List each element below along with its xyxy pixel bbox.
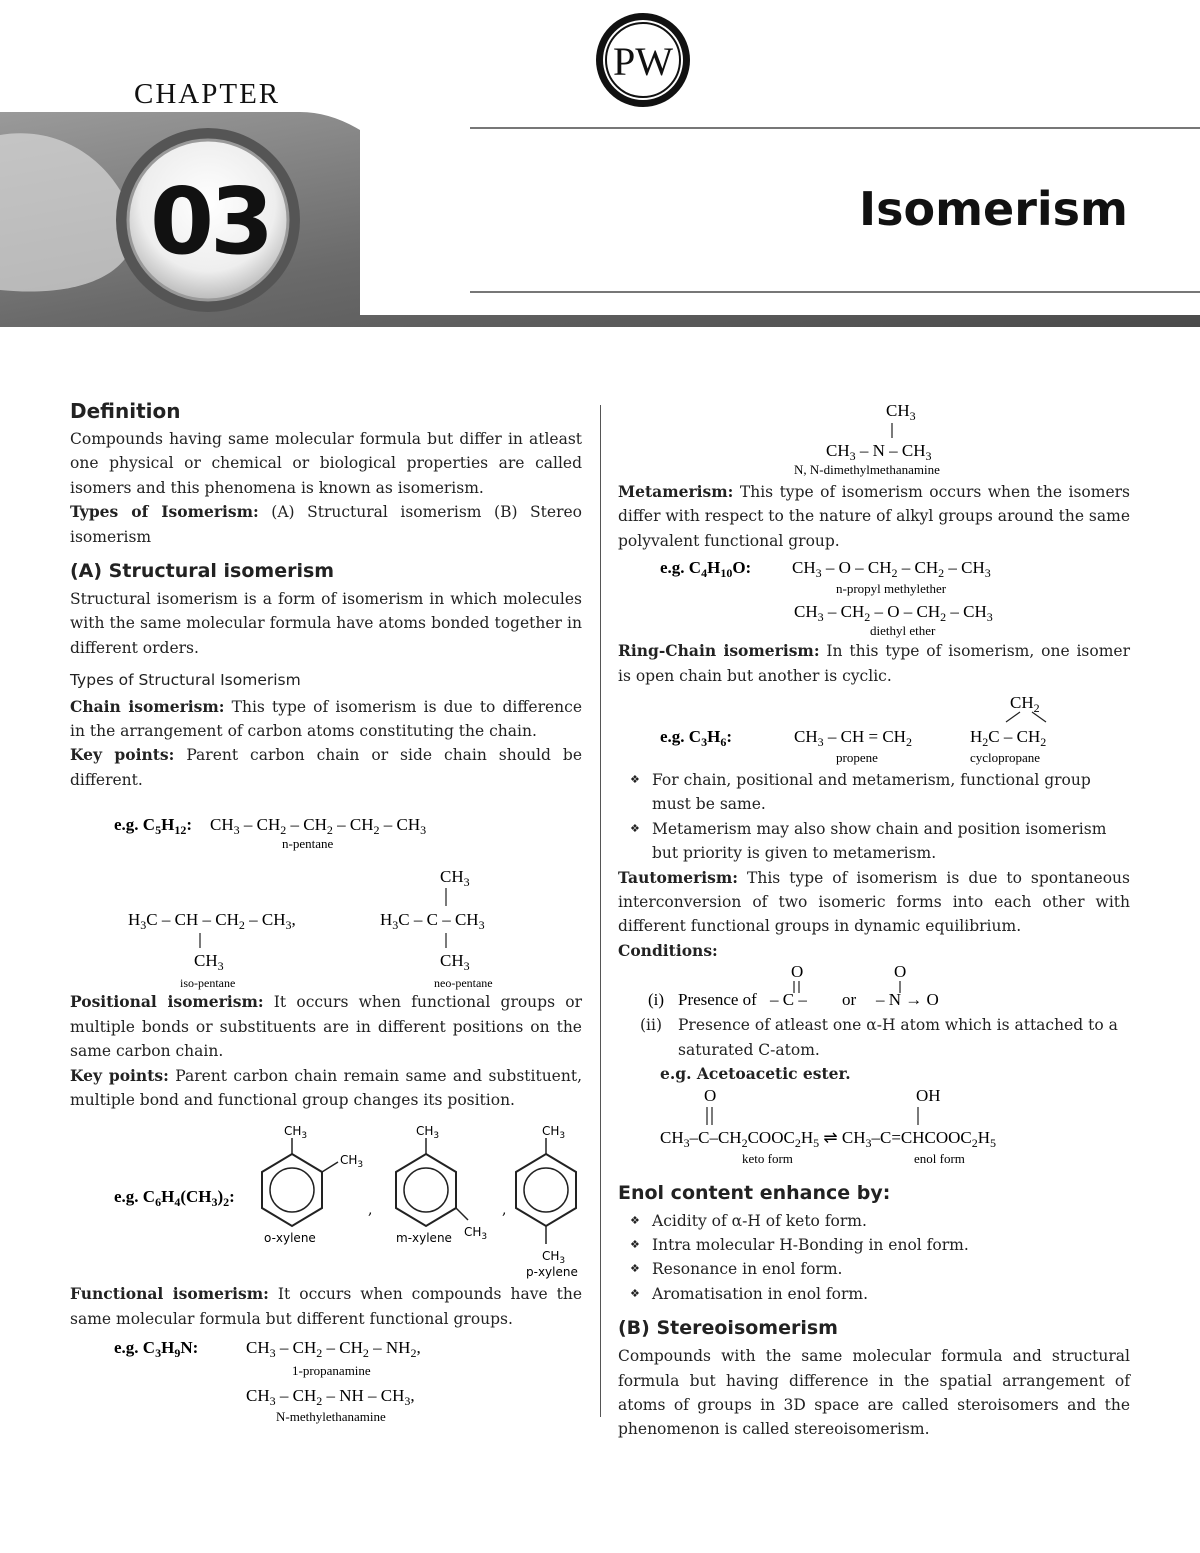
- diethyl-caption: diethyl ether: [870, 623, 936, 639]
- svg-text:CH3: $CH_3$: [440, 867, 470, 890]
- svg-text:e.g. C5H12:: e.g. $C_5H_{12}$:: [114, 815, 192, 838]
- n-pentane-caption: n-pentane: [282, 836, 334, 852]
- svg-text:CH2: $CH_2$: [1010, 693, 1040, 716]
- dimethylamine-structure: [618, 396, 1130, 480]
- metamerism: Metamerism: This type of isomerism occurs when the isomers differ with respect to the nature of alkyl groups around the same polyvalent functional group.: [618, 482, 1131, 550]
- definition-text: Compounds having same molecular formula but differ in atleast one physical or chemical or biological properties are called isomers and this phenomena is known as isomerism.: [70, 430, 582, 497]
- types-of-isomerism: Types of Isomerism: (A) Structural isomerism (B) Stereo isomerism: [70, 502, 582, 546]
- chapter-label: CHAPTER: [134, 78, 281, 110]
- xylene-structures: [70, 1112, 582, 1282]
- positional-isomerism: Positional isomerism: It occurs when functional groups or multiple bonds or substituents are in different positions on the same carbon chain.: [70, 992, 582, 1061]
- list-item: ❖ Metamerism may also show chain and position isomerism but priority is given to metamerism.: [618, 817, 1130, 866]
- functional-isomerism: Functional isomerism: It occurs when compounds have the same molecular formula but different functional groups.: [70, 1284, 583, 1328]
- svg-text:CH3 – N – CH3: $CH_3$ – N – $CH_3$: [826, 441, 932, 463]
- chain-key-points: Key points: Parent carbon chain or side chain should be different.: [70, 745, 582, 789]
- stereo-heading: (B) Stereoisomerism: [618, 1317, 838, 1340]
- svg-text:CH3 – CH2 – CH2 – CH2 – CH3: $CH_3 - CH_2 - CH_2 - CH_2 - CH_3$: [210, 815, 427, 838]
- ring-chain-examples: [618, 688, 1130, 768]
- pentane-structures: [70, 800, 582, 990]
- svg-text:or: or: [842, 990, 857, 1010]
- o-xylene-caption: o-xylene: [264, 1231, 316, 1246]
- svg-text:e.g. C3H9N:: e.g. $C_3H_9N$:: [114, 1338, 199, 1361]
- p-xylene-ring: [516, 1124, 576, 1266]
- left-column: [70, 393, 582, 1427]
- right-column: [618, 396, 1130, 1442]
- svg-text:CH3: $CH_3$: [440, 951, 470, 974]
- svg-text:Presence of: Presence of: [678, 990, 757, 1010]
- condition-two: (ii) Presence of atleast one α-H atom which is attached to a saturated C-atom.: [640, 1016, 1118, 1059]
- svg-text:e.g. C3H6:: e.g. $C_3H_6$:: [660, 727, 732, 750]
- list-item: ❖ Intra molecular H-Bonding in enol form.: [618, 1233, 1130, 1257]
- functional-examples: [70, 1331, 582, 1427]
- methylethanamine-caption: N-methylethanamine: [276, 1409, 386, 1425]
- chapter-title: Isomerism: [859, 182, 1128, 236]
- svg-text:H3C – C – CH3: $H_3C$ – C – $CH_3$: [380, 910, 485, 933]
- svg-text:O: O: [704, 1086, 717, 1105]
- tautomerism: Tautomerism: This type of isomerism is due to spontaneous interconversion of two isomeric forms into each other with different functional groups in dynamic equilibrium.: [618, 867, 1130, 936]
- svg-text:CH3 – CH2 – NH – CH3,: $CH_3 - CH_2$ – NH – $CH_3$,: [246, 1386, 415, 1409]
- neo-pentane-caption: neo-pentane: [434, 976, 493, 991]
- svg-text:CH3: $CH_3$: [886, 401, 916, 423]
- dimethyl-caption: N, N-dimethylmethanamine: [794, 462, 940, 477]
- types-structural-heading: Types of Structural Isomerism: [70, 671, 301, 690]
- svg-text:CH3–C–CH2COOC2H5 ⇌ CH3–C=CHCOO: $CH_3-C-CH_2COOC_2H_5$ ⇌ $CH_3-C=CHCOOC_2H_5$: [660, 1127, 997, 1150]
- metamerism-examples: [618, 553, 1130, 639]
- positional-key-points: Key points: Parent carbon chain remain same and substituent, multiple bond and functional group changes its position.: [70, 1065, 582, 1109]
- svg-text:– N → O: – N → O: [876, 990, 939, 1010]
- p-xylene-caption: p-xylene: [526, 1265, 578, 1280]
- svg-text:CH3: $CH_3$: [464, 1225, 488, 1243]
- acetoacetic-eg: e.g. Acetoacetic ester.: [660, 1064, 851, 1084]
- conditions-label: Conditions:: [618, 940, 718, 960]
- list-item: ❖ For chain, positional and metamerism, functional group must be same.: [618, 768, 1130, 817]
- cyclopropane-caption: cyclopropane: [970, 750, 1041, 766]
- chapter-number: 03: [150, 168, 271, 275]
- svg-text:CH3: $CH_3$: [194, 951, 224, 974]
- definition-heading: Definition: [70, 399, 181, 423]
- structural-heading: (A) Structural isomerism: [70, 560, 335, 583]
- svg-text:(i): (i): [648, 990, 665, 1010]
- o-xylene-ring: [262, 1124, 363, 1226]
- isomerism-notes: [618, 768, 1130, 866]
- ring-chain-isomerism: Ring-Chain isomerism: In this type of isomerism, one isomer is open chain but another is cyclic.: [618, 641, 1130, 685]
- enol-heading: Enol content enhance by:: [618, 1181, 891, 1204]
- svg-text:O: O: [894, 963, 907, 982]
- propyl-caption: n-propyl methylether: [836, 581, 947, 597]
- svg-text:O: O: [791, 963, 804, 982]
- m-xylene-ring: [396, 1124, 487, 1242]
- svg-text:CH3 – O – CH2 – CH2 – CH3: $CH_3$ – O – $CH_2 - CH_2 - CH_3$: [792, 558, 991, 581]
- keto-enol-tautomer: [618, 1087, 1130, 1171]
- svg-text:CH3 – CH2 – O – CH2 – CH3: $CH_3 - CH_2$ – O – $CH_2 - CH_3$: [794, 602, 993, 625]
- svg-text:CH3: $CH_3$: [542, 1249, 566, 1267]
- propanamine-caption: 1-propanamine: [292, 1363, 371, 1379]
- iso-pentane-caption: iso-pentane: [180, 976, 236, 991]
- svg-text:H2C – CH2: $H_2C - CH_2$: [970, 727, 1047, 750]
- condition-one: [618, 963, 1130, 1013]
- enol-caption: enol form: [914, 1150, 965, 1166]
- svg-text:,: ,: [502, 1202, 507, 1219]
- svg-text:CH3 – CH2 – CH2 – NH2,: $CH_3 - CH_2 - CH_2 - NH_2$,: [246, 1338, 421, 1361]
- svg-text:e.g. C6H4(CH3)2:: e.g. $C_6H_4(CH_3)_2$:: [114, 1187, 235, 1210]
- svg-text:OH: OH: [916, 1086, 941, 1105]
- list-item: ❖ Acidity of α-H of keto form.: [618, 1209, 1130, 1233]
- propene-caption: propene: [836, 750, 878, 766]
- svg-text:CH3: $CH_3$: [542, 1124, 566, 1142]
- keto-caption: keto form: [742, 1150, 793, 1166]
- svg-text:CH3 – CH = CH2: $CH_3$ – CH = $CH_2$: [794, 727, 912, 750]
- enol-factors: [618, 1209, 1130, 1307]
- stereo-text: Compounds with the same molecular formula and structural formula but having difference in the spatial arrangement of atoms of groups in 3D space are called steroisomers and the phenomenon is called stereoisomerism.: [618, 1347, 1130, 1439]
- pw-logo-text: PW: [613, 39, 673, 84]
- svg-text:– C –: – C –: [770, 990, 807, 1010]
- svg-text:H3C – CH – CH2 – CH3,: $H_3C$ – CH – $CH_2 - CH_3$,: [128, 910, 296, 933]
- svg-text:CH3: $CH_3$: [416, 1124, 440, 1142]
- list-item: ❖ Aromatisation in enol form.: [618, 1282, 1130, 1306]
- m-xylene-caption: m-xylene: [396, 1231, 452, 1246]
- svg-text:e.g. C4H10O:: e.g. $C_4H_{10}O$:: [660, 558, 752, 581]
- svg-text:,: ,: [368, 1202, 373, 1219]
- column-divider: [600, 405, 601, 1417]
- chain-isomerism: Chain isomerism: This type of isomerism is due to difference in the arrangement of carbon atoms constituting the chain.: [70, 696, 582, 741]
- svg-text:CH3: $CH_3$: [340, 1153, 364, 1171]
- list-item: ❖ Resonance in enol form.: [618, 1257, 1130, 1281]
- svg-text:CH3: $CH_3$: [284, 1124, 308, 1142]
- structural-text: Structural isomerism is a form of isomerism in which molecules with the same molecular formula have atoms bonded together in different orders.: [70, 590, 582, 657]
